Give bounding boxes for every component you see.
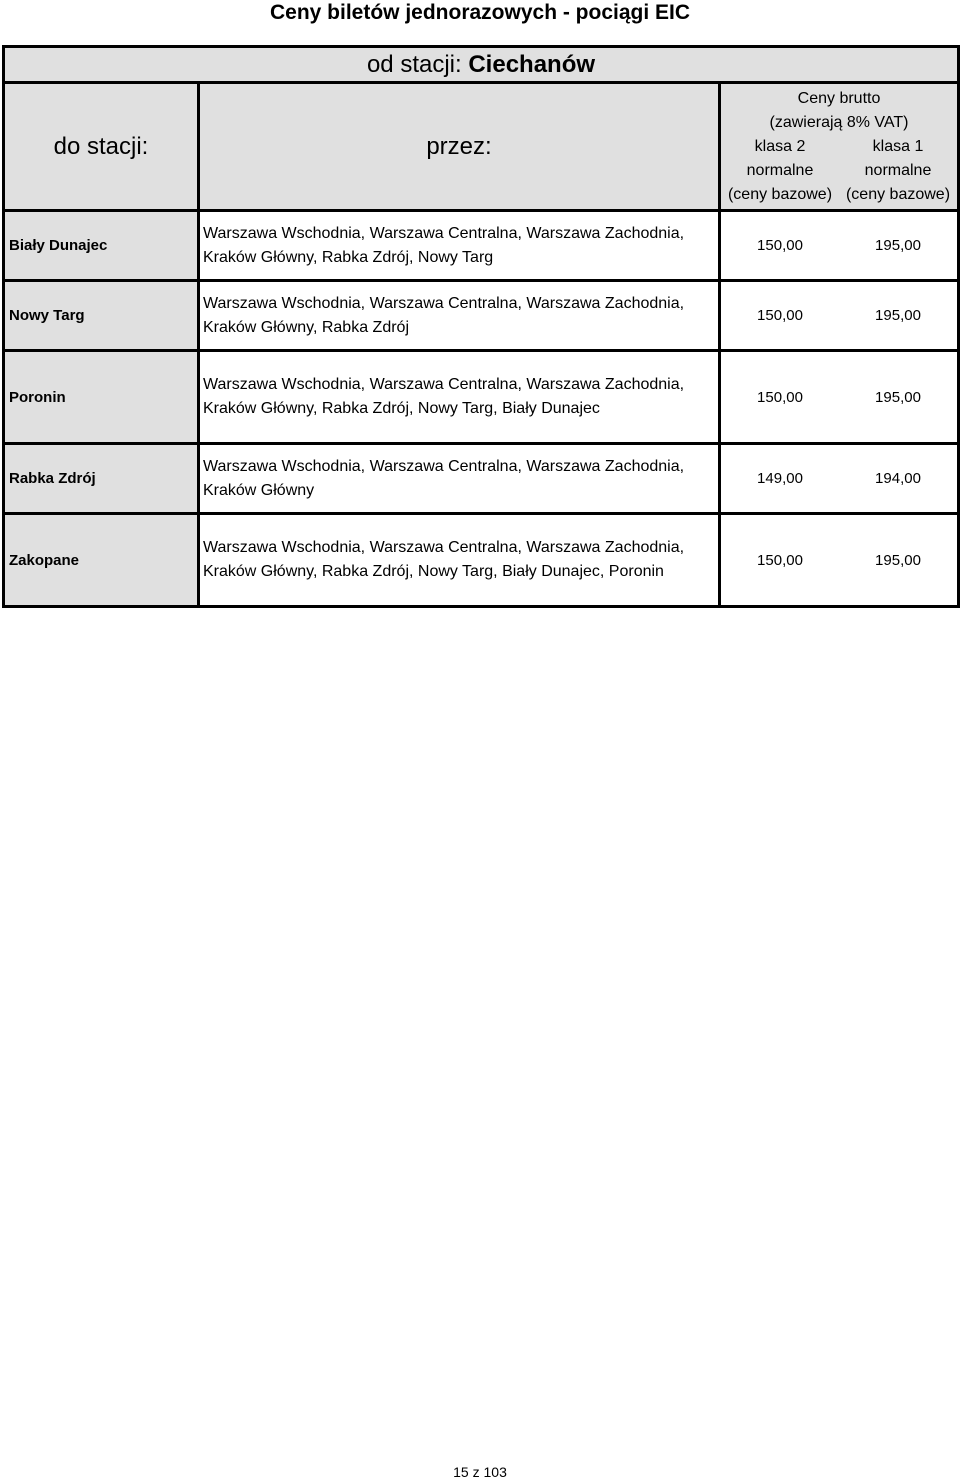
destination-cell: Nowy Targ (4, 281, 199, 351)
table-row (4, 514, 959, 607)
price-table (2, 45, 960, 608)
from-station-label: od stacji: (366, 50, 469, 78)
via-line: Warszawa Wschodnia, Warszawa Centralna, Warszawa Zachodnia, (203, 376, 685, 393)
via-cell (199, 444, 720, 514)
via-line: Kraków Główny, Rabka Zdrój, Nowy Targ, Biały Dunajec, Poronin (203, 563, 664, 580)
via-line: Kraków Główny, Rabka Zdrój, Nowy Targ, Biały Dunajec (203, 400, 600, 417)
via-line: Kraków Główny, Rabka Zdrój, Nowy Targ (203, 248, 494, 266)
price-header-title: Ceny brutto (797, 89, 881, 107)
via-line: Warszawa Wschodnia, Warszawa Centralna, Warszawa Zachodnia, (203, 294, 685, 312)
price-class2: 149,00 (757, 470, 803, 487)
via-line: Warszawa Wschodnia, Warszawa Centralna, Warszawa Zachodnia, (203, 224, 685, 242)
price-class2: 150,00 (757, 388, 803, 406)
price-header-vat-note: (zawierają 8% VAT) (769, 113, 909, 131)
class1-fare-type: normalne (864, 161, 932, 179)
price-class1: 195,00 (875, 388, 921, 406)
price-cell (720, 514, 959, 607)
class2-label: klasa 2 (754, 137, 806, 155)
table-row (4, 211, 959, 281)
price-class1: 195,00 (875, 551, 921, 569)
price-cell (720, 351, 959, 444)
via-line: Warszawa Wschodnia, Warszawa Centralna, Warszawa Zachodnia, (203, 539, 685, 556)
class2-fare-note: (ceny bazowe) (727, 185, 833, 203)
price-cell (720, 211, 959, 281)
price-cell (720, 444, 959, 514)
destination-cell: Rabka Zdrój (4, 444, 199, 514)
via-line: Warszawa Wschodnia, Warszawa Centralna, Warszawa Zachodnia, (203, 457, 685, 475)
table-row (4, 444, 959, 514)
price-cell (720, 281, 959, 351)
via-cell (199, 281, 720, 351)
destination-cell: Zakopane (4, 514, 199, 607)
class-labels (721, 135, 957, 159)
class2-fare-type: normalne (746, 161, 814, 179)
class1-fare-note: (ceny bazowe) (845, 185, 951, 203)
from-station-header (4, 47, 959, 83)
fare-type-notes (721, 183, 957, 207)
via-column-header: przez: (199, 83, 720, 211)
from-station-row (4, 47, 959, 83)
page-number: 15 z 103 (453, 1464, 507, 1480)
price-column-header (720, 83, 959, 211)
table-row (4, 281, 959, 351)
price-class2: 150,00 (757, 551, 803, 569)
price-class1: 194,00 (875, 470, 921, 487)
via-cell (199, 351, 720, 444)
price-class1: 195,00 (875, 237, 921, 254)
via-cell (199, 514, 720, 607)
page-title: Ceny biletów jednorazowych - pociągi EIC (269, 1, 691, 24)
destination-cell: Poronin (4, 351, 199, 444)
class1-label: klasa 1 (872, 137, 924, 155)
price-class1: 195,00 (875, 307, 921, 324)
destination-cell: Biały Dunajec (4, 211, 199, 281)
via-line: Kraków Główny (203, 481, 315, 499)
via-line: Kraków Główny, Rabka Zdrój (203, 318, 409, 336)
via-cell (199, 211, 720, 281)
destination-column-header: do stacji: (4, 83, 199, 211)
fare-type-labels (721, 159, 957, 183)
table-row (4, 351, 959, 444)
price-class2: 150,00 (757, 307, 803, 324)
price-class2: 150,00 (757, 237, 803, 254)
from-station-name: Ciechanów (468, 50, 596, 78)
column-header-row (4, 83, 959, 211)
